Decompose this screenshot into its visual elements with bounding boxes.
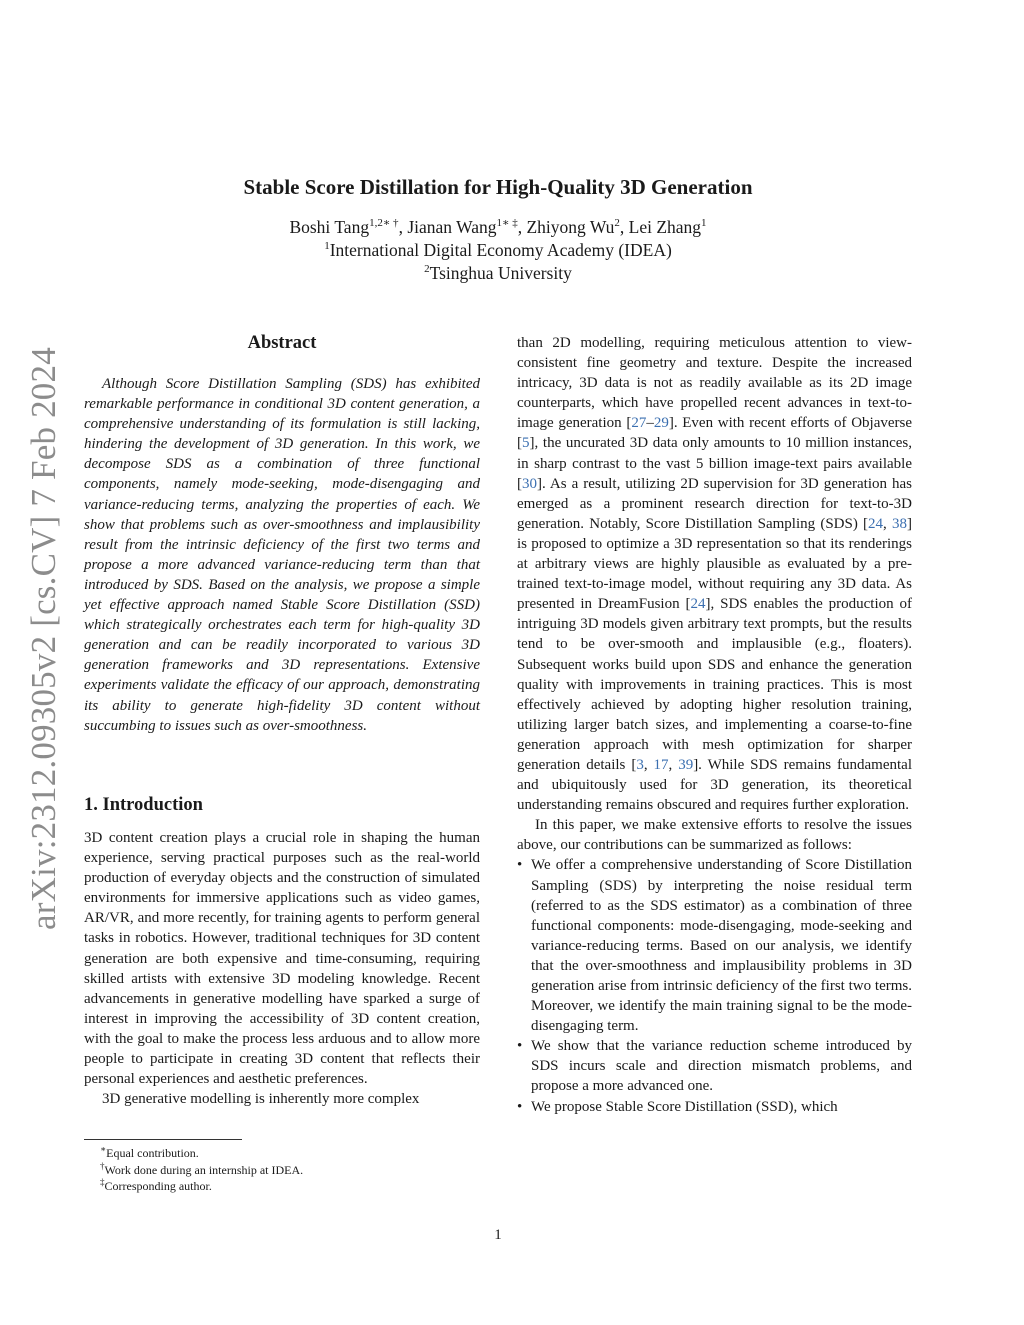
citation-link[interactable]: 38 (892, 515, 908, 532)
introduction-heading: 1. Introduction (84, 795, 203, 815)
author-marks: 2 (614, 217, 620, 229)
abstract-heading: Abstract (247, 333, 317, 353)
citation-link[interactable]: 24 (868, 515, 884, 532)
citation-link[interactable]: 17 (653, 756, 669, 773)
footnote-text: Equal contribution. (106, 1146, 199, 1160)
list-item (517, 855, 912, 1036)
author-list: Boshi Tang$^{1,2∗ \dagger}$, Jianan Wang$^{1∗ \ddagger}$, Zhiyong Wu$^2$, Lei Zhang$^1$ (289, 217, 707, 237)
body-text: ]. Even with recent efforts of Objaverse [ (517, 415, 912, 452)
bullet-icon: • (517, 857, 523, 874)
citation-link[interactable]: 39 (678, 756, 694, 773)
footnote-mark: ‡ (100, 1177, 105, 1187)
introduction-body (84, 828, 480, 1109)
body-text: ], SDS enables the production of intriguing 3D models given arbitrary text prompts, but the results tend to be over-smooth and implausible (e.g., floaters). Subsequent works build upon SDS and enhance the generation quality with improvements in training practices. This is most effectively achieved by adopting higher resolution training, utilizing larger batch sizes, and implementing a coarse-to-fine generation approach with mesh optimization for sharper generation details [ (517, 596, 912, 773)
body-text: ]. As a result, utilizing 2D supervision for 3D generation has emerged as a prominent research direction for text-to-3D generation. Notably, Score Distillation Sampling (SDS) [ (517, 475, 912, 532)
author-name: Jianan Wang (407, 217, 497, 237)
contribution-list (517, 855, 912, 1116)
bullet-icon: • (517, 1038, 523, 1055)
body-text: , (883, 515, 893, 532)
body-paragraph (517, 333, 912, 815)
footnote (100, 1162, 480, 1179)
page-number: 1 (494, 1227, 502, 1243)
body-paragraph: In this paper, we make extensive efforts to resolve the issues above, our contributions can be summarized as follows: (517, 817, 912, 854)
right-column (517, 333, 912, 1117)
body-text: , (668, 756, 679, 773)
list-item (517, 1097, 912, 1117)
citation-link[interactable]: 24 (690, 596, 706, 613)
footnote (100, 1145, 480, 1162)
abstract-text: Although Score Distillation Sampling (SDS) has exhibited remarkable performance in conditional 3D content generation, a comprehensive understanding of its formulation is still lacking, hindering the development of 3D generation. In this work, we decompose SDS as a combination of three functional components, namely mode-seeking, mode-disengaging and variance-reducing terms, analyzing the properties of each. We show that problems such as over-smoothness and implausibility result from the intrinsic deficiency of the first two terms and propose a more advanced variance-reducing term than that introduced by SDS. Based on the analysis, we propose a simple yet effective approach named Stable Score Distillation (SSD) which strategically orchestrates each term for high-quality 3D generation and can be readily incorporated to various 3D generation frameworks and 3D representations. Extensive experiments validate the efficacy of our approach, demonstrating its ability to generate high-fidelity 3D content without succumbing to issues such as over-smoothness. (84, 376, 480, 734)
citation-link[interactable]: 5 (522, 435, 530, 452)
introduction-paragraph: 3D generative modelling is inherently more complex (102, 1091, 420, 1108)
citation-link[interactable]: 30 (522, 475, 537, 492)
body-text: than 2D modelling, requiring meticulous attention to view-consistent fine geometry and texture. Despite the increased intricacy, 3D data is not as readily available as its 2D image counterparts, which have propelled recent advances in text-to-image generation [ (517, 335, 912, 432)
footnote-text: Work done during an internship at IDEA. (104, 1162, 304, 1177)
affiliation (0, 262, 996, 285)
body-text: ], the uncurated 3D data only amounts to 10 million instances, in sharp contrast to the vast 5 billion image-text pairs available [ (517, 435, 912, 492)
body-text: – (646, 415, 654, 432)
affiliation-name: Tsinghua University (429, 263, 572, 283)
affiliation-name: International Digital Economy Academy (IDEA) (329, 240, 672, 260)
author-marks: 1,2∗ † (369, 217, 399, 229)
author-name: Lei Zhang (628, 217, 702, 237)
affiliation-mark: 2 (424, 263, 430, 275)
affiliation (0, 239, 996, 262)
citation-link[interactable]: 3 (636, 756, 644, 773)
author-marks: 1∗ ‡ (496, 217, 518, 229)
paper-title: Stable Score Distillation for High-Quality 3D Generation (243, 175, 753, 199)
list-item-text: We offer a comprehensive understanding of Score Distillation Sampling (SDS) by interpreting the noise residual term (referred to as the SDS estimator) as a combination of three functional components: mode-disengaging, mode-seeking and variance-reducing terms. Based on our analysis, we identify that the over-smoothness and implausibility problems in 3D generation arise from intrinsic deficiency of the first two terms. Moreover, we identify the main training signal to be the mode-disengaging term. (531, 857, 912, 1035)
footnote-text: Corresponding author. (104, 1179, 212, 1193)
introduction-paragraph: 3D content creation plays a crucial role in shaping the human experience, serving practical purposes such as the real-world production of everyday objects and the construction of simulated environments for immersive applications such as video games, AR/VR, and more recently, for training agents to perform general tasks in robotics. However, traditional techniques for 3D content generation are both expensive and time-consuming, requiring skilled artists with extensive 3D modeling knowledge. Recent advancements in generative modelling have sparked a surge of interest in improving the accessibility of 3D content creation, with the goal to make the process less arduous and to allow more people to participate in creating 3D content that reflects their personal experiences and aesthetic preferences. (84, 830, 480, 1088)
footnote-mark: † (100, 1160, 105, 1171)
footnote-mark: ∗ (100, 1144, 107, 1154)
list-item-text: We show that the variance reduction scheme introduced by SDS incurs scale and direction mismatch problems, and propose a more advanced one. (531, 1038, 912, 1095)
body-text: ] is proposed to optimize a 3D representation so that its renderings at arbitrary views are highly plausible as evaluated by a pre-trained text-to-image model, without requiring any 3D data. As presented in DreamFusion [ (517, 515, 913, 613)
footnote (100, 1178, 480, 1195)
affiliation-mark: 1 (324, 240, 330, 252)
citation-link[interactable]: 29 (653, 415, 669, 432)
bullet-icon: • (517, 1098, 523, 1115)
author-block (0, 216, 996, 285)
author-marks: 1 (701, 217, 707, 229)
footnote-divider (84, 1139, 242, 1140)
list-item-text: We propose Stable Score Distillation (SSD), which (531, 1098, 838, 1115)
arxiv-identifier: arXiv:2312.09305v2 [cs.CV] 7 Feb 2024 (24, 347, 63, 930)
footnotes (100, 1145, 480, 1195)
body-text: ]. While SDS remains fundamental and ubiquitously used for 3D generation, its theoretical understanding remains obscured and requires further exploration. (517, 756, 912, 814)
author-name: Zhiyong Wu (526, 217, 615, 237)
list-item (517, 1036, 912, 1096)
body-text: , (643, 756, 654, 773)
citation-link[interactable]: 27 (631, 415, 647, 432)
author-name: Boshi Tang (289, 217, 370, 237)
